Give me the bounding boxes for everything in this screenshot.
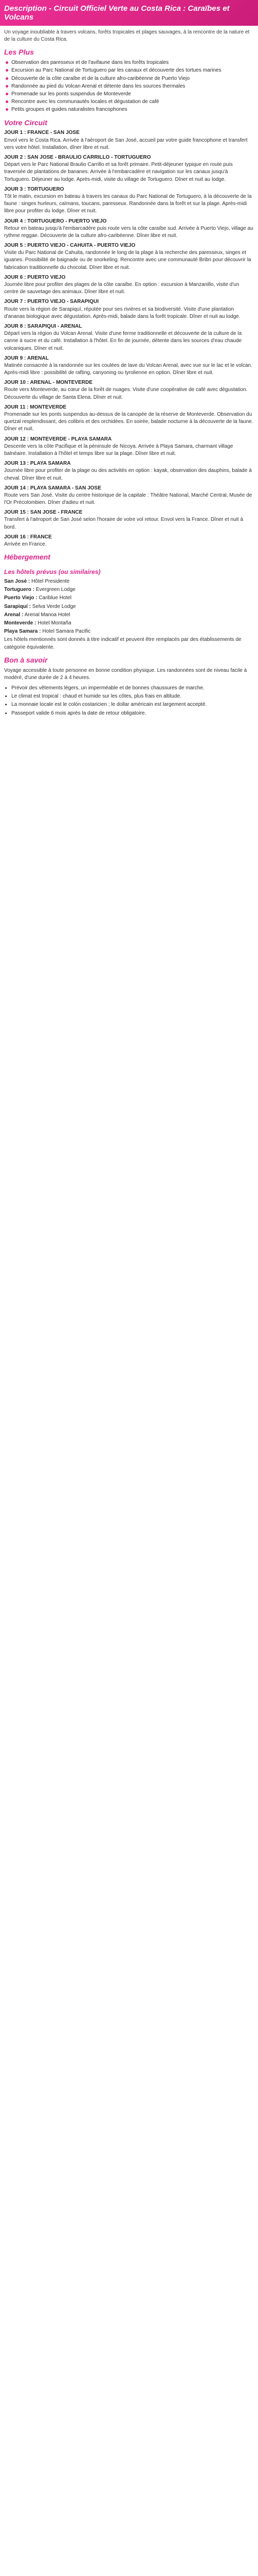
day-title: JOUR 10 : ARENAL - MONTEVERDE (4, 380, 93, 386)
itinerary-day (4, 534, 254, 548)
day-title: JOUR 3 : TORTUGUERO (4, 186, 64, 192)
list-item: Rencontre avec les communautés locales et dégustation de café (4, 98, 254, 106)
plus-list (4, 59, 254, 113)
hotel-location: Monteverde : (4, 620, 37, 626)
list-item: Petits groupes et guides naturalistes francophones (4, 106, 254, 113)
day-description: Journée libre pour profiter de la plage ou des activités en option : kayak, observation des dauphins, balade à cheval. Dîner libre et nuit. (4, 468, 252, 481)
day-title: JOUR 2 : SAN JOSE - BRAULIO CARRILLO - TORTUGUERO (4, 155, 151, 160)
hotel-name: Hôtel Presidente (31, 579, 70, 585)
itinerary-day (4, 404, 254, 433)
hotel-row (4, 586, 254, 594)
list-item: • Passeport valide 6 mois après la date de retour obligatoire. (11, 710, 254, 717)
day-description: Route vers Monteverde, au cœur de la forêt de nuages. Visite d'une coopérative de café avec dégustation. Découverte du village de Santa Elena. Dîner et nuit. (4, 387, 248, 400)
hotels-note: Les hôtels mentionnés sont donnés à titre indicatif et peuvent être remplacés par des établissements de catégorie équivalente. (4, 637, 241, 650)
bon-savoir-text: Voyage accessible à toute personne en bonne condition physique. Les randonnées sont de niveau facile à modéré, d'une durée de 2 à 4 heures. (4, 667, 247, 681)
day-title: JOUR 11 : MONTEVERDE (4, 404, 67, 410)
day-description: Visite du Parc National de Cahuita, randonnée le long de la plage à la recherche des paresseux, singes et iguanes. Possibilité de baignade ou de snorkeling. Rencontre avec une communauté Bribri pour découvrir la fabrication traditionnelle du chocolat. Dîner libre et nuit. (4, 250, 251, 270)
itinerary-day (4, 355, 254, 377)
itinerary-day (4, 274, 254, 296)
hotel-name: Hotel Montaña (38, 620, 72, 626)
list-item: Promenade sur les ponts suspendus de Monteverde (4, 91, 254, 98)
day-title: JOUR 5 : PUERTO VIEJO - CAHUITA - PUERTO VIEJO (4, 243, 136, 249)
day-title: JOUR 13 : PLAYA SAMARA (4, 461, 71, 467)
day-title: JOUR 12 : MONTEVERDE - PLAYA SAMARA (4, 436, 112, 442)
list-item: Observation des paresseux et de l'avifaune dans les forêts tropicales (4, 59, 254, 66)
bullet-icon (6, 85, 8, 88)
itinerary-day (4, 129, 254, 151)
day-title: JOUR 14 : PLAYA SAMARA - SAN JOSE (4, 485, 102, 491)
day-description: Retour en bateau jusqu'à l'embarcadère puis route vers la côte caraïbe sud. Arrivée à Puerto Viejo, village au rythme reggae. Découverte de la culture afro-caribéenne. Dîner libre et nuit. (4, 225, 253, 239)
day-description: Route vers la région de Sarapiquí, réputée pour ses rivières et sa biodiversité. Visite d'une plantation d'ananas biologique avec dégustation. Après-midi, balade dans la forêt tropicale. Dîner et nuit au lodge. (4, 306, 240, 319)
hotel-name: Selva Verde Lodge (32, 603, 76, 609)
itinerary-day (4, 436, 254, 458)
itinerary-day (4, 460, 254, 482)
itinerary-day (4, 379, 254, 401)
hotel-name: Hotel Samara Pacific (42, 629, 91, 635)
hotel-location: Puerto Viejo : (4, 595, 38, 601)
bullet-icon (6, 108, 8, 111)
day-description: Journée libre pour profiter des plages de la côte caraïbe. En option : excursion à Manzanillo, visite d'un centre de sauvetage des animaux. Dîner libre et nuit. (4, 282, 239, 295)
list-item: Découverte de la côte caraïbe et de la culture afro-caribéenne de Puerto Viejo (4, 75, 254, 82)
hotel-row (4, 603, 254, 611)
bullet-icon (6, 77, 8, 80)
hotel-row (4, 578, 254, 585)
section-title-circuit: Votre Circuit (4, 118, 47, 127)
day-title: JOUR 16 : FRANCE (4, 534, 52, 540)
hotel-location: Sarapiquí : (4, 603, 31, 609)
hotel-name: Arenal Manoa Hotel (24, 612, 70, 618)
day-description: Départ vers le Parc National Braulio Carrillo et sa forêt primaire. Petit-déjeuner typique en route puis traversée de plantations de bananes. Arrivée à l'embarcadère et navigation sur les canaux jusqu'à Tortuguero. Déjeuner au lodge. Après-midi, visite du village de Tortuguero. Dîner et nuit au lodge. (4, 162, 233, 182)
day-title: JOUR 7 : PUERTO VIEJO - SARAPIQUI (4, 299, 99, 305)
day-description: Arrivée en France. (4, 541, 47, 547)
hotel-location: Tortuguero : (4, 587, 35, 593)
itinerary-day (4, 186, 254, 215)
page-title: Description - Circuit Officiel Verte au Costa Rica : Caraïbes et Volcans (4, 4, 230, 22)
day-description: Route vers San José. Visite du centre historique de la capitale : Théâtre National, Marché Central, Musée de l'Or Précolombien. Dîner d'adieu et nuit. (4, 492, 252, 506)
day-description: Descente vers la côte Pacifique et la péninsule de Nicoya. Arrivée à Playa Samara, charmant village balnéaire. Installation à l'hôtel et temps libre sur la plage. Dîner libre et nuit. (4, 443, 233, 456)
day-description: Matinée consacrée à la randonnée sur les coulées de lave du Volcan Arenal, avec vue sur le lac et le volcan. Après-midi libre : possibilité de rafting, canyoning ou tyrolienne en option. Dîner libre et nuit. (4, 362, 252, 376)
bullet-icon (6, 61, 8, 64)
day-title: JOUR 8 : SARAPIQUI - ARENAL (4, 323, 82, 329)
header-banner (0, 0, 258, 26)
hotel-location: San José : (4, 579, 30, 585)
itinerary-day (4, 509, 254, 531)
hotel-name: Cariblue Hotel (39, 595, 72, 601)
day-description: Départ vers la région du Volcan Arenal. Visite d'une ferme traditionnelle et découverte de la culture de la canne à sucre et du café. Installation à l'hôtel. En fin de journée, détente dans les sources d'eau chaude volcaniques. Dîner et nuit. (4, 331, 242, 351)
day-title: JOUR 1 : FRANCE - SAN JOSE (4, 130, 80, 136)
itinerary-day (4, 154, 254, 183)
intro-text: Un voyage inoubliable à travers volcans, forêts tropicales et plages sauvages, à la rencontre de la nature et de la culture du Costa Rica. (4, 29, 250, 43)
day-title: JOUR 15 : SAN JOSE - FRANCE (4, 510, 83, 516)
itinerary-day (4, 242, 254, 272)
list-item: • Le climat est tropical : chaud et humide sur les côtes, plus frais en altitude. (11, 693, 254, 700)
itinerary-day (4, 485, 254, 507)
hotels-list (4, 578, 254, 635)
day-title: JOUR 9 : ARENAL (4, 355, 49, 361)
day-title: JOUR 4 : TORTUGUERO - PUERTO VIEJO (4, 218, 107, 224)
hotel-name: Evergreen Lodge (36, 587, 76, 593)
itinerary-day (4, 323, 254, 352)
hotel-row (4, 628, 254, 635)
list-item: • La monnaie locale est le colón costaricien ; le dollar américain est largement accepté. (11, 701, 254, 708)
day-description: Promenade sur les ponts suspendus au-dessus de la canopée de la réserve de Monteverde. Observation du quetzal resplendissant, des colibris et des orchidées. En soirée, balade nocturne à la découverte de la faune. Dîner et nuit. (4, 412, 253, 432)
hotel-location: Playa Samara : (4, 629, 41, 635)
list-item: Randonnée au pied du Volcan Arenal et détente dans les sources thermales (4, 83, 254, 90)
hotel-row (4, 620, 254, 627)
hotel-row (4, 595, 254, 602)
itinerary-day (4, 298, 254, 320)
bullet-icon (6, 100, 8, 103)
list-item: • Prévoir des vêtements légers, un imperméable et de bonnes chaussures de marche. (11, 685, 254, 692)
hotel-row (4, 612, 254, 619)
hotel-location: Arenal : (4, 612, 24, 618)
section-title-plus: Les Plus (4, 48, 34, 57)
section-title-hebergement: Hébergement (4, 553, 51, 562)
day-title: JOUR 6 : PUERTO VIEJO (4, 274, 66, 280)
bullet-icon (6, 69, 8, 72)
bullet-icon (6, 93, 8, 95)
day-description: Transfert à l'aéroport de San José selon l'horaire de votre vol retour. Envol vers la France. Dîner et nuit à bord. (4, 517, 244, 530)
main-content (0, 26, 258, 717)
list-item: Excursion au Parc National de Tortuguero par les canaux et découverte des tortues marines (4, 67, 254, 74)
hotels-subtitle: Les hôtels prévus (ou similaires) (4, 568, 101, 576)
day-description: Tôt le matin, excursion en bateau à travers les canaux du Parc National de Tortuguero, à la découverte de la faune : singes hurleurs, caïmans, toucans, paresseux. Randonnée dans la forêt et sur la plage. Après-midi libre pour profiter du lodge. Dîner et nuit. (4, 193, 252, 214)
section-title-bon-savoir: Bon à savoir (4, 655, 48, 664)
day-description: Envol vers le Costa Rica. Arrivée à l'aéroport de San José, accueil par votre guide francophone et transfert vers votre hôtel. Installation, dîner libre et nuit. (4, 137, 248, 150)
itinerary-days (4, 129, 254, 548)
bon-savoir-list (4, 685, 254, 717)
itinerary-day (4, 218, 254, 240)
